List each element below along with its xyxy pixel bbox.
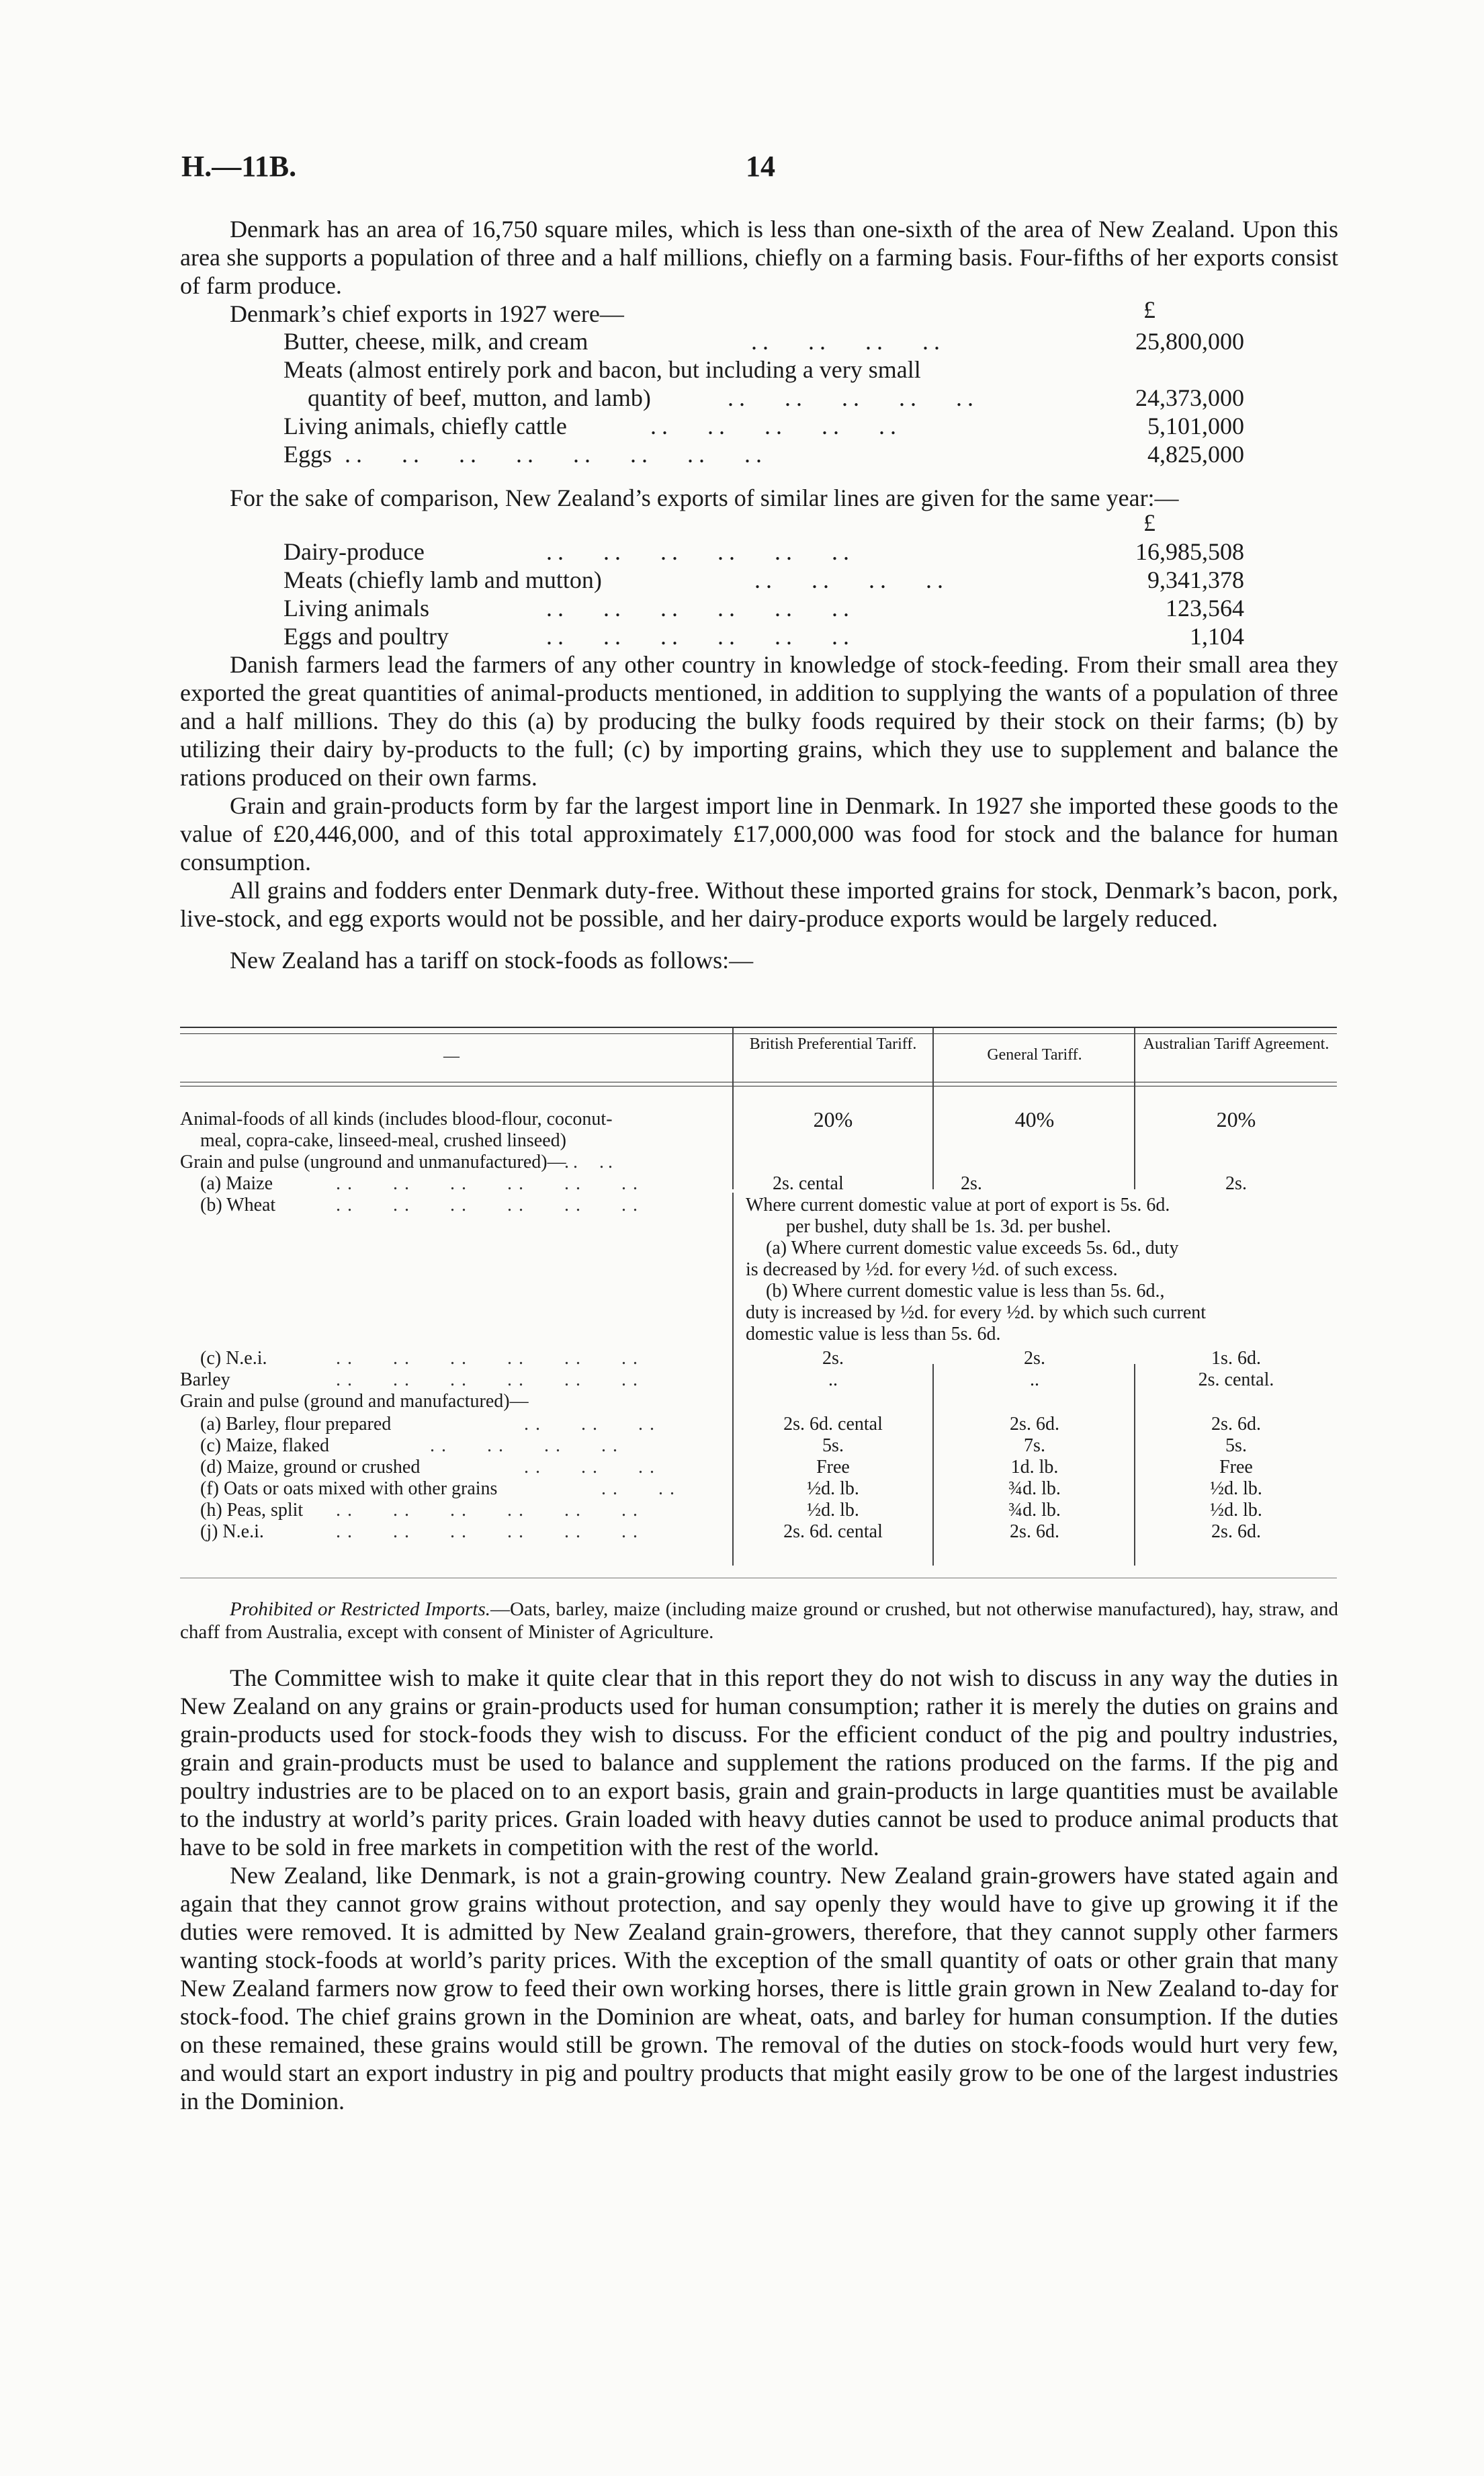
- paragraph: New Zealand, like Denmark, is not a grain-growing country. New Zealand grain-growers have stated again and again that they cannot grow grains without protection, and say openly they would have to give up growing it if the duties were removed. It is admitted by New Zealand grain-growers, therefore, that they cannot supply other farmers wanting stock-foods at world’s parity prices. With the exception of the small quantity of oats or other grain that many New Zealand farmers now grow to feed their own working horses, there is little grain grown in New Zealand to-day for stock-food. The chief grains grown in the Dominion are wheat, oats, and barley for human consumption. If the duties on these remained, these grains would still be grown. The removal of the duties on stock-foods would hurt very few, and would start an export industry in pig and poultry products that might easily grow to be one of the largest industries in the Dominion.: [180, 1862, 1338, 2115]
- report-reference: H.—11B.: [181, 150, 297, 183]
- table-cell: 5s.: [1225, 1435, 1247, 1456]
- table-cell: ½d. lb.: [1210, 1478, 1262, 1499]
- table-cell: Free: [816, 1457, 850, 1478]
- list-item: Living animals .. .. .. .. .. .. 123,564: [283, 595, 1244, 622]
- wheat-note: per bushel, duty shall be 1s. 3d. per bushel.: [786, 1216, 1111, 1237]
- table-cell: 2s. cental.: [1198, 1369, 1274, 1390]
- table-cell: ..: [1030, 1369, 1039, 1390]
- wheat-note: Where current domestic value at port of export is 5s. 6d.: [746, 1195, 1170, 1215]
- column-header-blank: —: [443, 1048, 460, 1065]
- table-cell: ½d. lb.: [807, 1478, 859, 1499]
- row-label: (j) N.e.i.: [200, 1521, 264, 1542]
- row-label: meal, copra-cake, linseed-meal, crushed linseed): [200, 1130, 566, 1151]
- table-cell: Free: [1219, 1457, 1253, 1478]
- paragraph: Danish farmers lead the farmers of any other country in knowledge of stock-feeding. From their small area they exported the great quantities of animal-products mentioned, in addition to supplying the wants of a population of three and a half millions. They do this (a) by producing the bulky foods required by their stock on their farms; (b) by utilizing their dairy by-products to the full; (c) by importing grains, which they use to supplement and balance the rations produced on their own farms.: [180, 651, 1338, 791]
- table-cell: 2s. 6d.: [1010, 1521, 1059, 1542]
- list-item: Meats (chiefly lamb and mutton) .. .. .. .. 9,341,378: [283, 566, 1244, 593]
- row-label: (a) Barley, flour prepared: [200, 1414, 392, 1435]
- table-cell: 2s.: [1024, 1348, 1045, 1369]
- page-number: 14: [746, 150, 775, 183]
- list-item: Meats (almost entirely pork and bacon, but including a very small: [283, 356, 921, 383]
- prohibited-title: Prohibited or Restricted Imports.: [230, 1598, 490, 1620]
- column-header-general-tariff: General Tariff.: [987, 1046, 1082, 1064]
- table-cell: 2s.: [961, 1173, 982, 1194]
- wheat-note: domestic value is less than 5s. 6d.: [746, 1324, 1001, 1344]
- document-page: H.—11B. 14 Denmark has an area of 16,750 square miles, which is less than one-sixth of the area of New Zealand. Upon this area she supports a population of three and a half millions, chiefly on a farming basis. Four-fifths of her exports consist of farm produce. Denmark’s chief exports in 1927 were— £ Butter, cheese, milk, and cream .. .. .. .. 25,800,000 Meats (almost entirely pork and bacon, but including a very small quantity of beef, mutton, and lamb) .. .. .. .. .. 24,373,000 Living animals, chiefly cattle .. .. .. .. .. 5,101,000 Eggs .. .. .. .. .. .. .. .. 4,825,000 For the sake of comparison, New Zealand’s exports of similar lines are given for the same year:— £ Dairy-produce .. .. .. .. .. .. 16,985,508 Meats (chiefly lamb and mutton) .. .. .. .. 9,341,378 Living animals .. .. .. .. .. .. 123,564 Eggs and poultry .. .. .. .. .. .. 1,104 Danish farmers lead the farmers of any other country in knowledge of stock-feeding. From their small area they exported the great quantities of animal-products mentioned, in addition to supplying the wants of a population of three and a half millions. They do this (a) by producing the bulky foods required by their stock on their farms; (b) by utilizing their dairy by-products to the full; (c) by importing grains, which they use to supplement and balance the rations produced on their own farms. Grain and grain-products form by far the largest import line in Denmark. In 1927 she imported these goods to the value of £20,446,000, and of this total approximately £17,000,000 was food for stock and the balance for human consumption. All grains and fodders enter Denmark duty-free. Without these imported grains for stock, Denmark’s bacon, pork, live-stock, and egg exports would not be possible, and her dairy-produce exports would be largely reduced. New Zealand has a tariff on stock-foods as follows:— — British Preferential Tariff. General Tariff. Australian Tariff Agreement. Animal-foods of all kinds (includes blood-flour, coconut- meal, copra-cake, linseed-meal, crushed linseed) 20% 40% 20% Grain and pulse (unground and unmanufactured)— (a) Maize 2s. cental 2s. 2s. (b) Wheat Where current domestic value at port of export is 5s. 6d. per bushel, duty shall be 1s. 3d. per bushel. (a) Where current domestic value exceeds 5s. 6d., duty is decreased by ½d. for every ½d. of such excess. (b) Where current domestic value is less than 5s. 6d., duty is increased by ½d. for every ½d. by which such current domestic value is less than 5s. 6d. (c) N.e.i. 2s. 2s. 1s. 6d. Barley .. .. 2s. cental. Grain and pulse (ground and manufactured)— (a) Barley, flour prepared 2s. 6d. cental 2s. 6d. 2s. 6d. (c) Maize, flaked 5s. 7s. 5s. (d) Maize, ground or crushed Free 1d. lb. Free (f) Oats or oats mixed with other grains ½d. lb. ¾d. lb. ½d. lb. (h) Peas, split ½d. lb. ¾d. lb. ½d. lb. (j) N.e.i. 2s. 6d. cental 2s. 6d. 2s. 6d. .. .. .. .. .. .. .. .. .. .. .. .. .. .. .. .. .. .. .. .. .. .. .. .. .. .. .. .. .. .. .. .. .. .. .. .. .. .. .. .. .. .. .. .. .. .. .. .. .. .. Prohibited or Restricted Imports.—Oats, barley, maize (including maize ground or crushed, but not otherwise manufactured), hay, straw, and chaff from Australia, except with consent of Minister of Agriculture. The Committee wish to make it quite clear that in this report they do not wish to discuss in any way the duties in New Zealand on any grains or grain-products used for human consumption; rather it is merely the duties on grains and grain-products used for stock-foods they wish to discuss. For the efficient conduct of the pig and poultry industries, grain and grain-products must be used to balance and supplement the rations produced on the farms. If the pig and poultry industries are to be placed on to an export basis, grain and grain-products in large quantities must be available to the industry at world’s parity prices. Grain loaded with heavy duties cannot be used to produce animal products that have to be sold in free markets in competition with the rest of the world. New Zealand, like Denmark, is not a grain-growing country. New Zealand grain-growers have stated again and again that they cannot grow grains without protection, and say openly they would have to give up growing it if the duties were removed. It is admitted by New Zealand grain-growers, therefore, that they cannot supply other farmers wanting stock-foods at world’s parity prices. With the exception of the small quantity of oats or other grain that many New Zealand farmers now grow to feed their own working horses, there is little grain grown in New Zealand to-day for stock-food. The chief grains grown in the Dominion are wheat, oats, and barley for human consumption. If the duties on these remained, these grains would still be grown. The removal of the duties on stock-foods would hurt very few, and would start an export industry in pig and poultry products that might easily grow to be one of the largest industries in the Dominion.: [180, 150, 1338, 2115]
- table-cell: 7s.: [1024, 1435, 1045, 1456]
- table-cell: ¾d. lb.: [1008, 1500, 1061, 1521]
- column-header-british-preferential: British Preferential Tariff.: [749, 1035, 917, 1053]
- list-item: Dairy-produce .. .. .. .. .. .. 16,985,508: [283, 538, 1244, 565]
- list-item: Eggs .. .. .. .. .. .. .. .. 4,825,000: [283, 441, 1244, 468]
- paragraph: New Zealand has a tariff on stock-foods as follows:—: [230, 947, 754, 974]
- list-item: Eggs and poultry .. .. .. .. .. .. 1,104: [283, 623, 1244, 650]
- paragraph: Grain and grain-products form by far the largest import line in Denmark. In 1927 she imported these goods to the value of £20,446,000, and of this total approximately £17,000,000 was food for stock and the balance for human consumption.: [180, 792, 1338, 876]
- table-cell: 2s. 6d.: [1010, 1414, 1059, 1435]
- row-label: (b) Wheat: [200, 1195, 276, 1215]
- intro-section: [180, 215, 1338, 328]
- paragraph: The Committee wish to make it quite clear that in this report they do not wish to discuss in any way the duties in New Zealand on any grains or grain-products used for human consumption; rather it is merely the duties on grains and grain-products used for stock-foods they wish to discuss. For the efficient conduct of the pig and poultry industries, grain and grain-products must be used to balance and supplement the rations produced on the farms. If the pig and poultry industries are to be placed on to an export basis, grain and grain-products in large quantities must be available to the industry at world’s parity prices. Grain loaded with heavy duties cannot be used to produce animal products that have to be sold in free markets in competition with the rest of the world.: [180, 1664, 1338, 1861]
- list-item: Butter, cheese, milk, and cream .. .. .. .. 25,800,000: [283, 328, 1244, 355]
- row-label: (c) Maize, flaked: [200, 1435, 329, 1456]
- row-label: Grain and pulse (ground and manufactured)—: [180, 1391, 529, 1412]
- row-label: Animal-foods of all kinds (includes blood-flour, coconut-: [180, 1109, 613, 1129]
- row-label: (d) Maize, ground or crushed: [200, 1457, 421, 1478]
- body-paragraphs: [180, 650, 1338, 974]
- table-cell: 2s.: [822, 1348, 844, 1369]
- paragraph: All grains and fodders enter Denmark duty-free. Without these imported grains for stock, Denmark’s bacon, pork, live-stock, and egg exports would not be possible, and her dairy-produce exports would be largely reduced.: [180, 877, 1338, 932]
- wheat-note: duty is increased by ½d. for every ½d. by which such current: [746, 1302, 1207, 1323]
- denmark-exports-list: [180, 327, 1338, 468]
- table-cell: 1s. 6d.: [1211, 1348, 1261, 1369]
- currency-symbol: £: [1143, 296, 1155, 323]
- row-label: (a) Maize: [200, 1173, 273, 1194]
- table-cell: 20%: [813, 1107, 853, 1132]
- nz-exports-list: [180, 538, 1338, 650]
- table-cell: 40%: [1014, 1107, 1055, 1132]
- wheat-note: (a) Where current domestic value exceeds 5s. 6d., duty: [766, 1238, 1179, 1258]
- wheat-note: (b) Where current domestic value is less than 5s. 6d.,: [766, 1281, 1165, 1301]
- table-cell: 20%: [1216, 1107, 1256, 1132]
- comparison-heading: For the sake of comparison, New Zealand’s exports of similar lines are given for the same year:—: [230, 484, 1179, 511]
- closing-paragraphs: [180, 1664, 1338, 2115]
- table-cell: 1d. lb.: [1010, 1457, 1059, 1478]
- row-label: Grain and pulse (unground and unmanufactured)—: [180, 1152, 566, 1172]
- table-cell: ..: [828, 1369, 838, 1390]
- table-cell: 2s. 6d.: [1211, 1414, 1261, 1435]
- row-label: (f) Oats or oats mixed with other grains: [200, 1478, 498, 1499]
- table-cell: 2s.: [1225, 1173, 1247, 1194]
- row-label: Barley: [180, 1369, 230, 1390]
- prohibited-text: —Oats, barley, maize (including maize ground or crushed, but not otherwise manufactured), hay, straw, and chaff from Australia, except with consent of Minister of Agriculture.: [180, 1598, 1338, 1643]
- currency-symbol: £: [1143, 509, 1155, 536]
- column-header-australian-agreement: Australian Tariff Agreement.: [1143, 1035, 1329, 1053]
- list-item: Living animals, chiefly cattle .. .. .. .. .. 5,101,000: [283, 413, 1244, 439]
- table-cell: ¾d. lb.: [1008, 1478, 1061, 1499]
- table-cell: 2s. 6d. cental: [783, 1414, 883, 1435]
- prohibited-note: [180, 1598, 1338, 1643]
- row-label: (c) N.e.i.: [200, 1348, 267, 1369]
- row-label: (h) Peas, split: [200, 1500, 304, 1521]
- table-cell: ½d. lb.: [807, 1500, 859, 1521]
- table-cell: 2s. 6d. cental: [783, 1521, 883, 1542]
- table-cell: ½d. lb.: [1210, 1500, 1262, 1521]
- wheat-note: is decreased by ½d. for every ½d. of such excess.: [746, 1259, 1118, 1280]
- intro-paragraph: Denmark has an area of 16,750 square miles, which is less than one-sixth of the area of New Zealand. Upon this area she supports a population of three and a half millions, chiefly on a farming basis. Four-fifths of her exports consist of farm produce.: [180, 216, 1338, 299]
- table-cell: 2s. 6d.: [1211, 1521, 1261, 1542]
- table-cell: 2s. cental: [773, 1173, 844, 1194]
- exports-heading: Denmark’s chief exports in 1927 were—: [230, 300, 624, 327]
- table-cell: 5s.: [822, 1435, 844, 1456]
- list-item: quantity of beef, mutton, and lamb) .. .. .. .. .. 24,373,000: [308, 384, 1244, 411]
